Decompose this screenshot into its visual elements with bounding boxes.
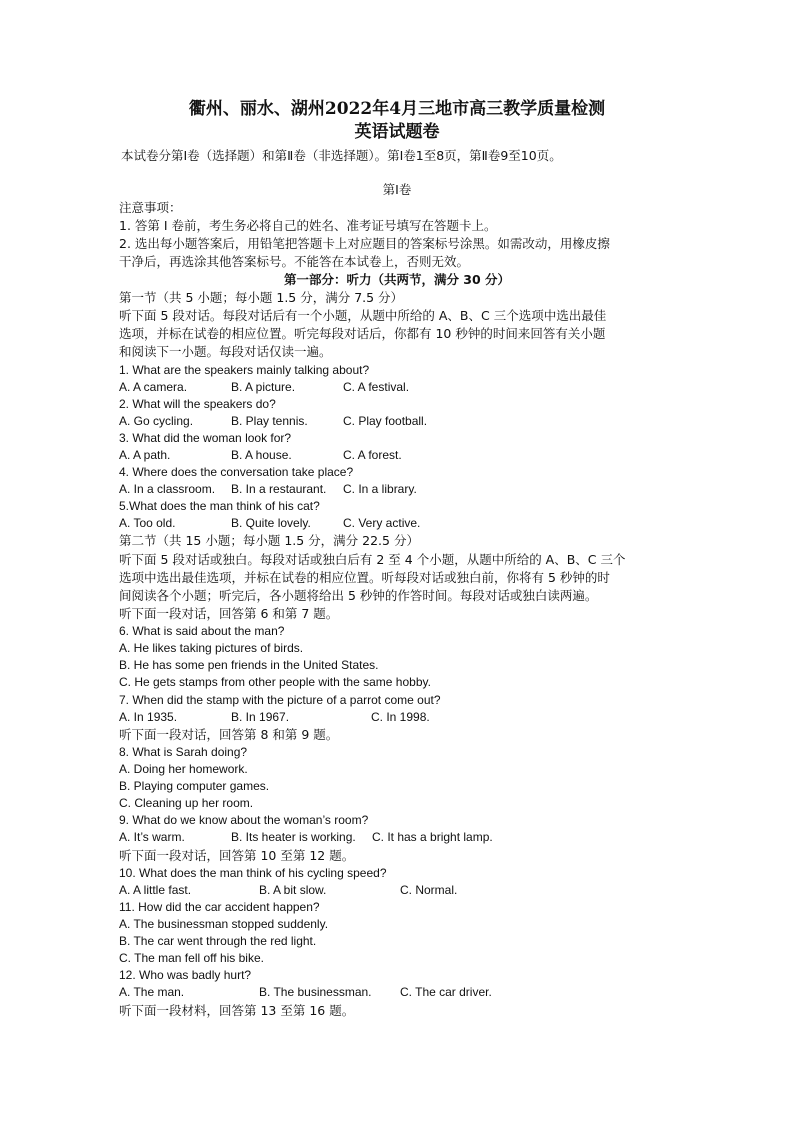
option-a: A. A little fast. <box>119 883 192 897</box>
option-b: B. In 1967. <box>231 710 290 724</box>
question-7-options <box>119 709 430 726</box>
option-a: A. The man. <box>119 985 185 999</box>
question-6-option-b: B. He has some pen friends in the United States. <box>119 658 379 672</box>
volume1-heading: 第Ⅰ卷 <box>382 182 412 197</box>
option-c: C. Play football. <box>343 414 428 428</box>
section1-instruction-1: 听下面 5 段对话。每段对话后有一个小题，从题中所给的 A、B、C 三个选项中选出最佳 <box>119 308 607 323</box>
option-c: C. Normal. <box>400 883 458 897</box>
directions-q6-q7: 听下面一段对话，回答第 6 和第 7 题。 <box>119 606 339 621</box>
option-c: C. In 1998. <box>371 710 430 724</box>
question-10-stem: 10. What does the man think of his cycling speed? <box>119 866 387 880</box>
part1-heading: 第一部分：听力（共两节，满分 30 分） <box>283 272 511 287</box>
option-b: B. A house. <box>231 448 292 462</box>
option-b: B. Quite lovely. <box>231 516 311 530</box>
note-2-line1: 2. 选出每小题答案后，用铅笔把答题卡上对应题目的答案标号涂黑。如需改动，用橡皮擦 <box>119 236 610 251</box>
question-11-option-c: C. The man fell off his bike. <box>119 951 264 965</box>
option-a: A. Go cycling. <box>119 414 194 428</box>
option-c: C. In a library. <box>343 482 417 496</box>
exam-intro: 本试卷分第Ⅰ卷（选择题）和第Ⅱ卷（非选择题）。第Ⅰ卷1至8页，第Ⅱ卷9至10页。 <box>121 148 562 163</box>
question-1-stem: 1. What are the speakers mainly talking about? <box>119 363 370 377</box>
question-11-stem: 11. How did the car accident happen? <box>119 900 320 914</box>
question-6-option-a: A. He likes taking pictures of birds. <box>119 641 304 655</box>
question-1-options <box>119 379 409 396</box>
option-a: A. Too old. <box>119 516 176 530</box>
question-8-stem: 8. What is Sarah doing? <box>119 745 248 759</box>
section2-instruction-2: 选项中选出最佳选项，并标在试卷的相应位置。听每段对话或独白前，你将有 5 秒钟的时 <box>119 570 610 585</box>
option-c: C. Very active. <box>343 516 421 530</box>
exam-title: 衢州、丽水、湖州2022年4月三地市高三教学质量检测 <box>188 99 606 119</box>
note-2-line2: 干净后，再选涂其他答案标号。不能答在本试卷上，否则无效。 <box>119 254 470 269</box>
question-12-stem: 12. Who was badly hurt? <box>119 968 252 982</box>
question-6-stem: 6. What is said about the man? <box>119 624 285 638</box>
question-6-option-c: C. He gets stamps from other people with the same hobby. <box>119 675 431 689</box>
section1-title: 第一节（共 5 小题；每小题 1.5 分，满分 7.5 分） <box>119 290 404 305</box>
question-3-options <box>119 447 402 464</box>
section2-instruction-1: 听下面 5 段对话或独白。每段对话或独白后有 2 至 4 个小题，从题中所给的 A、B、C 三个 <box>119 552 626 567</box>
question-5-stem: 5.What does the man think of his cat? <box>119 499 320 513</box>
directions-q13-q16: 听下面一段材料，回答第 13 至第 16 题。 <box>119 1003 355 1018</box>
question-9-options <box>119 829 493 846</box>
question-7-stem: 7. When did the stamp with the picture of a parrot come out? <box>119 693 441 707</box>
exam-subtitle: 英语试题卷 <box>354 122 440 142</box>
question-2-stem: 2. What will the speakers do? <box>119 397 276 411</box>
section1-instruction-2: 选项，并标在试卷的相应位置。听完每段对话后，你都有 10 秒钟的时间来回答有关小题 <box>119 326 606 341</box>
option-c: C. The car driver. <box>400 985 492 999</box>
section2-title: 第二节（共 15 小题；每小题 1.5 分，满分 22.5 分） <box>119 533 419 548</box>
option-c: C. A festival. <box>343 380 410 394</box>
option-b: B. In a restaurant. <box>231 482 327 496</box>
option-a: A. In 1935. <box>119 710 178 724</box>
question-8-option-a: A. Doing her homework. <box>119 762 248 776</box>
section1-instruction-3: 和阅读下一小题。每段对话仅读一遍。 <box>119 344 332 359</box>
question-5-options <box>119 515 420 532</box>
question-3-stem: 3. What did the woman look for? <box>119 431 292 445</box>
option-b: B. The businessman. <box>259 985 372 999</box>
question-8-option-b: B. Playing computer games. <box>119 779 270 793</box>
notes-title: 注意事项： <box>119 200 182 215</box>
option-a: A. In a classroom. <box>119 482 216 496</box>
question-2-options <box>119 413 427 430</box>
question-4-stem: 4. Where does the conversation take place? <box>119 465 354 479</box>
option-c: C. It has a bright lamp. <box>372 830 493 844</box>
option-a: A. It’s warm. <box>119 830 185 844</box>
question-10-options <box>119 882 457 899</box>
directions-q8-q9: 听下面一段对话，回答第 8 和第 9 题。 <box>119 727 339 742</box>
question-4-options <box>119 481 417 498</box>
question-12-options <box>119 984 492 1001</box>
question-9-stem: 9. What do we know about the woman’s room? <box>119 813 369 827</box>
section2-instruction-3: 间阅读各个小题；听完后，各小题将给出 5 秒钟的作答时间。每段对话或独白读两遍。 <box>119 588 598 603</box>
option-a: A. A path. <box>119 448 171 462</box>
directions-q10-q12: 听下面一段对话，回答第 10 至第 12 题。 <box>119 848 355 863</box>
option-b: B. Play tennis. <box>231 414 308 428</box>
question-11-option-a: A. The businessman stopped suddenly. <box>119 917 329 931</box>
question-8-option-c: C. Cleaning up her room. <box>119 796 254 810</box>
option-b: B. A picture. <box>231 380 296 394</box>
option-a: A. A camera. <box>119 380 188 394</box>
option-b: B. Its heater is working. <box>231 830 356 844</box>
question-11-option-b: B. The car went through the red light. <box>119 934 317 948</box>
option-c: C. A forest. <box>343 448 402 462</box>
option-b: B. A bit slow. <box>259 883 327 897</box>
note-1: 1. 答第 Ⅰ 卷前，考生务必将自己的姓名、准考证号填写在答题卡上。 <box>119 218 497 233</box>
